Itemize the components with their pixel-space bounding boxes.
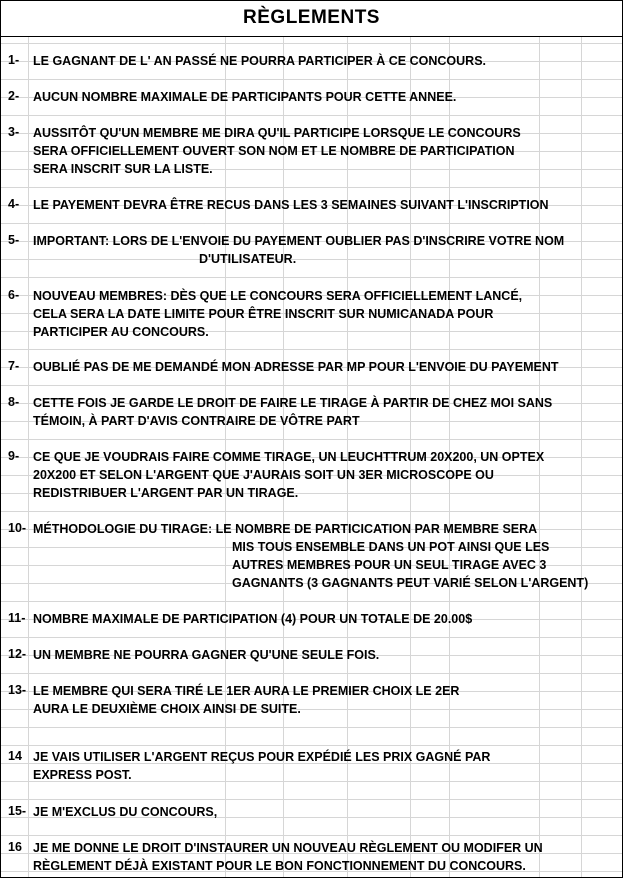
- rule-number: 15-: [8, 804, 27, 818]
- rule-text-line: UN MEMBRE NE POURRA GAGNER QU'UNE SEULE FOIS.: [33, 648, 380, 662]
- rule-number: 16: [8, 840, 22, 854]
- rule-number: 10-: [8, 521, 27, 535]
- title-cell: [1, 1, 622, 37]
- rule-text-line: AURA LE DEUXIÈME CHOIX AINSI DE SUITE.: [33, 702, 301, 716]
- rule-number: 14: [8, 749, 22, 763]
- rule-number: 13-: [8, 683, 27, 697]
- rule-text-line: LE MEMBRE QUI SERA TIRÉ LE 1ER AURA LE PREMIER CHOIX LE 2ER: [33, 684, 460, 698]
- rule-text-line: CELA SERA LA DATE LIMITE POUR ÊTRE INSCRIT SUR NUMICANADA POUR: [33, 307, 494, 321]
- rule-number: 3-: [8, 125, 20, 139]
- rule-text-line: MIS TOUS ENSEMBLE DANS UN POT AINSI QUE LES: [232, 540, 550, 554]
- rule-text-line: NOUVEAU MEMBRES: DÈS QUE LE CONCOURS SERA OFFICIELLEMENT LANCÉ,: [33, 289, 523, 303]
- rule-text-line: 20X200 ET SELON L'ARGENT QUE J'AURAIS SOIT UN 3ER MICROSCOPE OU: [33, 468, 494, 482]
- rule-text-line: JE ME DONNE LE DROIT D'INSTAURER UN NOUVEAU RÈGLEMENT OU MODIFER UN: [33, 841, 543, 855]
- rule-text-line: D'UTILISATEUR.: [199, 252, 297, 266]
- rule-text-line: LE PAYEMENT DEVRA ÊTRE RECUS DANS LES 3 SEMAINES SUIVANT L'INSCRIPTION: [33, 198, 549, 212]
- rule-number: 6-: [8, 288, 20, 302]
- rule-text-line: SERA OFFICIELLEMENT OUVERT SON NOM ET LE NOMBRE DE PARTICIPATION: [33, 144, 515, 158]
- rule-text-line: NOMBRE MAXIMALE DE PARTICIPATION (4) POUR UN TOTALE DE 20.00$: [33, 612, 473, 626]
- rule-number: 12-: [8, 647, 27, 661]
- rule-text-line: IMPORTANT: LORS DE L'ENVOIE DU PAYEMENT OUBLIER PAS D'INSCRIRE VOTRE NOM: [33, 234, 565, 248]
- rule-number: 7-: [8, 359, 20, 373]
- rule-text-line: AUSSITÔT QU'UN MEMBRE ME DIRA QU'IL PARTICIPE LORSQUE LE CONCOURS: [33, 126, 521, 140]
- rule-number: 1-: [8, 53, 20, 67]
- rule-text-line: JE VAIS UTILISER L'ARGENT REÇUS POUR EXPÉDIÉ LES PRIX GAGNÉ PAR: [33, 750, 491, 764]
- rule-number: 4-: [8, 197, 20, 211]
- rule-text-line: AUTRES MEMBRES POUR UN SEUL TIRAGE AVEC 3: [232, 558, 547, 572]
- rule-text-line: GAGNANTS (3 GAGNANTS PEUT VARIÉ SELON L'ARGENT): [232, 576, 589, 590]
- rule-number: 2-: [8, 89, 20, 103]
- rule-number: 9-: [8, 449, 20, 463]
- rule-text-line: MÉTHODOLOGIE DU TIRAGE: LE NOMBRE DE PARTICICATION PAR MEMBRE SERA: [33, 522, 538, 536]
- rule-text-line: REDISTRIBUER L'ARGENT PAR UN TIRAGE.: [33, 486, 299, 500]
- rule-number: 11-: [8, 611, 26, 625]
- rule-text-line: AUCUN NOMBRE MAXIMALE DE PARTICIPANTS POUR CETTE ANNEE.: [33, 90, 457, 104]
- rule-text-line: LE GAGNANT DE L' AN PASSÉ NE POURRA PARTICIPER À CE CONCOURS.: [33, 54, 487, 68]
- rule-text-line: SERA INSCRIT SUR LA LISTE.: [33, 162, 213, 176]
- rule-number: 5-: [8, 233, 20, 247]
- rule-text-line: JE M'EXCLUS DU CONCOURS,: [33, 805, 218, 819]
- rule-text-line: RÈGLEMENT DÉJÀ EXISTANT POUR LE BON FONCTIONNEMENT DU CONCOURS.: [33, 859, 526, 873]
- rule-text-line: TÉMOIN, À PART D'AVIS CONTRAIRE DE VÔTRE PART: [33, 414, 360, 428]
- rule-number: 8-: [8, 395, 20, 409]
- rule-text-line: OUBLIÉ PAS DE ME DEMANDÉ MON ADRESSE PAR MP POUR L'ENVOIE DU PAYEMENT: [33, 360, 559, 374]
- rule-text-line: CE QUE JE VOUDRAIS FAIRE COMME TIRAGE, UN LEUCHTTRUM 20X200, UN OPTEX: [33, 450, 545, 464]
- rule-text-line: PARTICIPER AU CONCOURS.: [33, 325, 209, 339]
- rule-text-line: EXPRESS POST.: [33, 768, 132, 782]
- rule-text-line: CETTE FOIS JE GARDE LE DROIT DE FAIRE LE TIRAGE À PARTIR DE CHEZ MOI SANS: [33, 396, 553, 410]
- page-title: RÈGLEMENTS: [243, 7, 380, 28]
